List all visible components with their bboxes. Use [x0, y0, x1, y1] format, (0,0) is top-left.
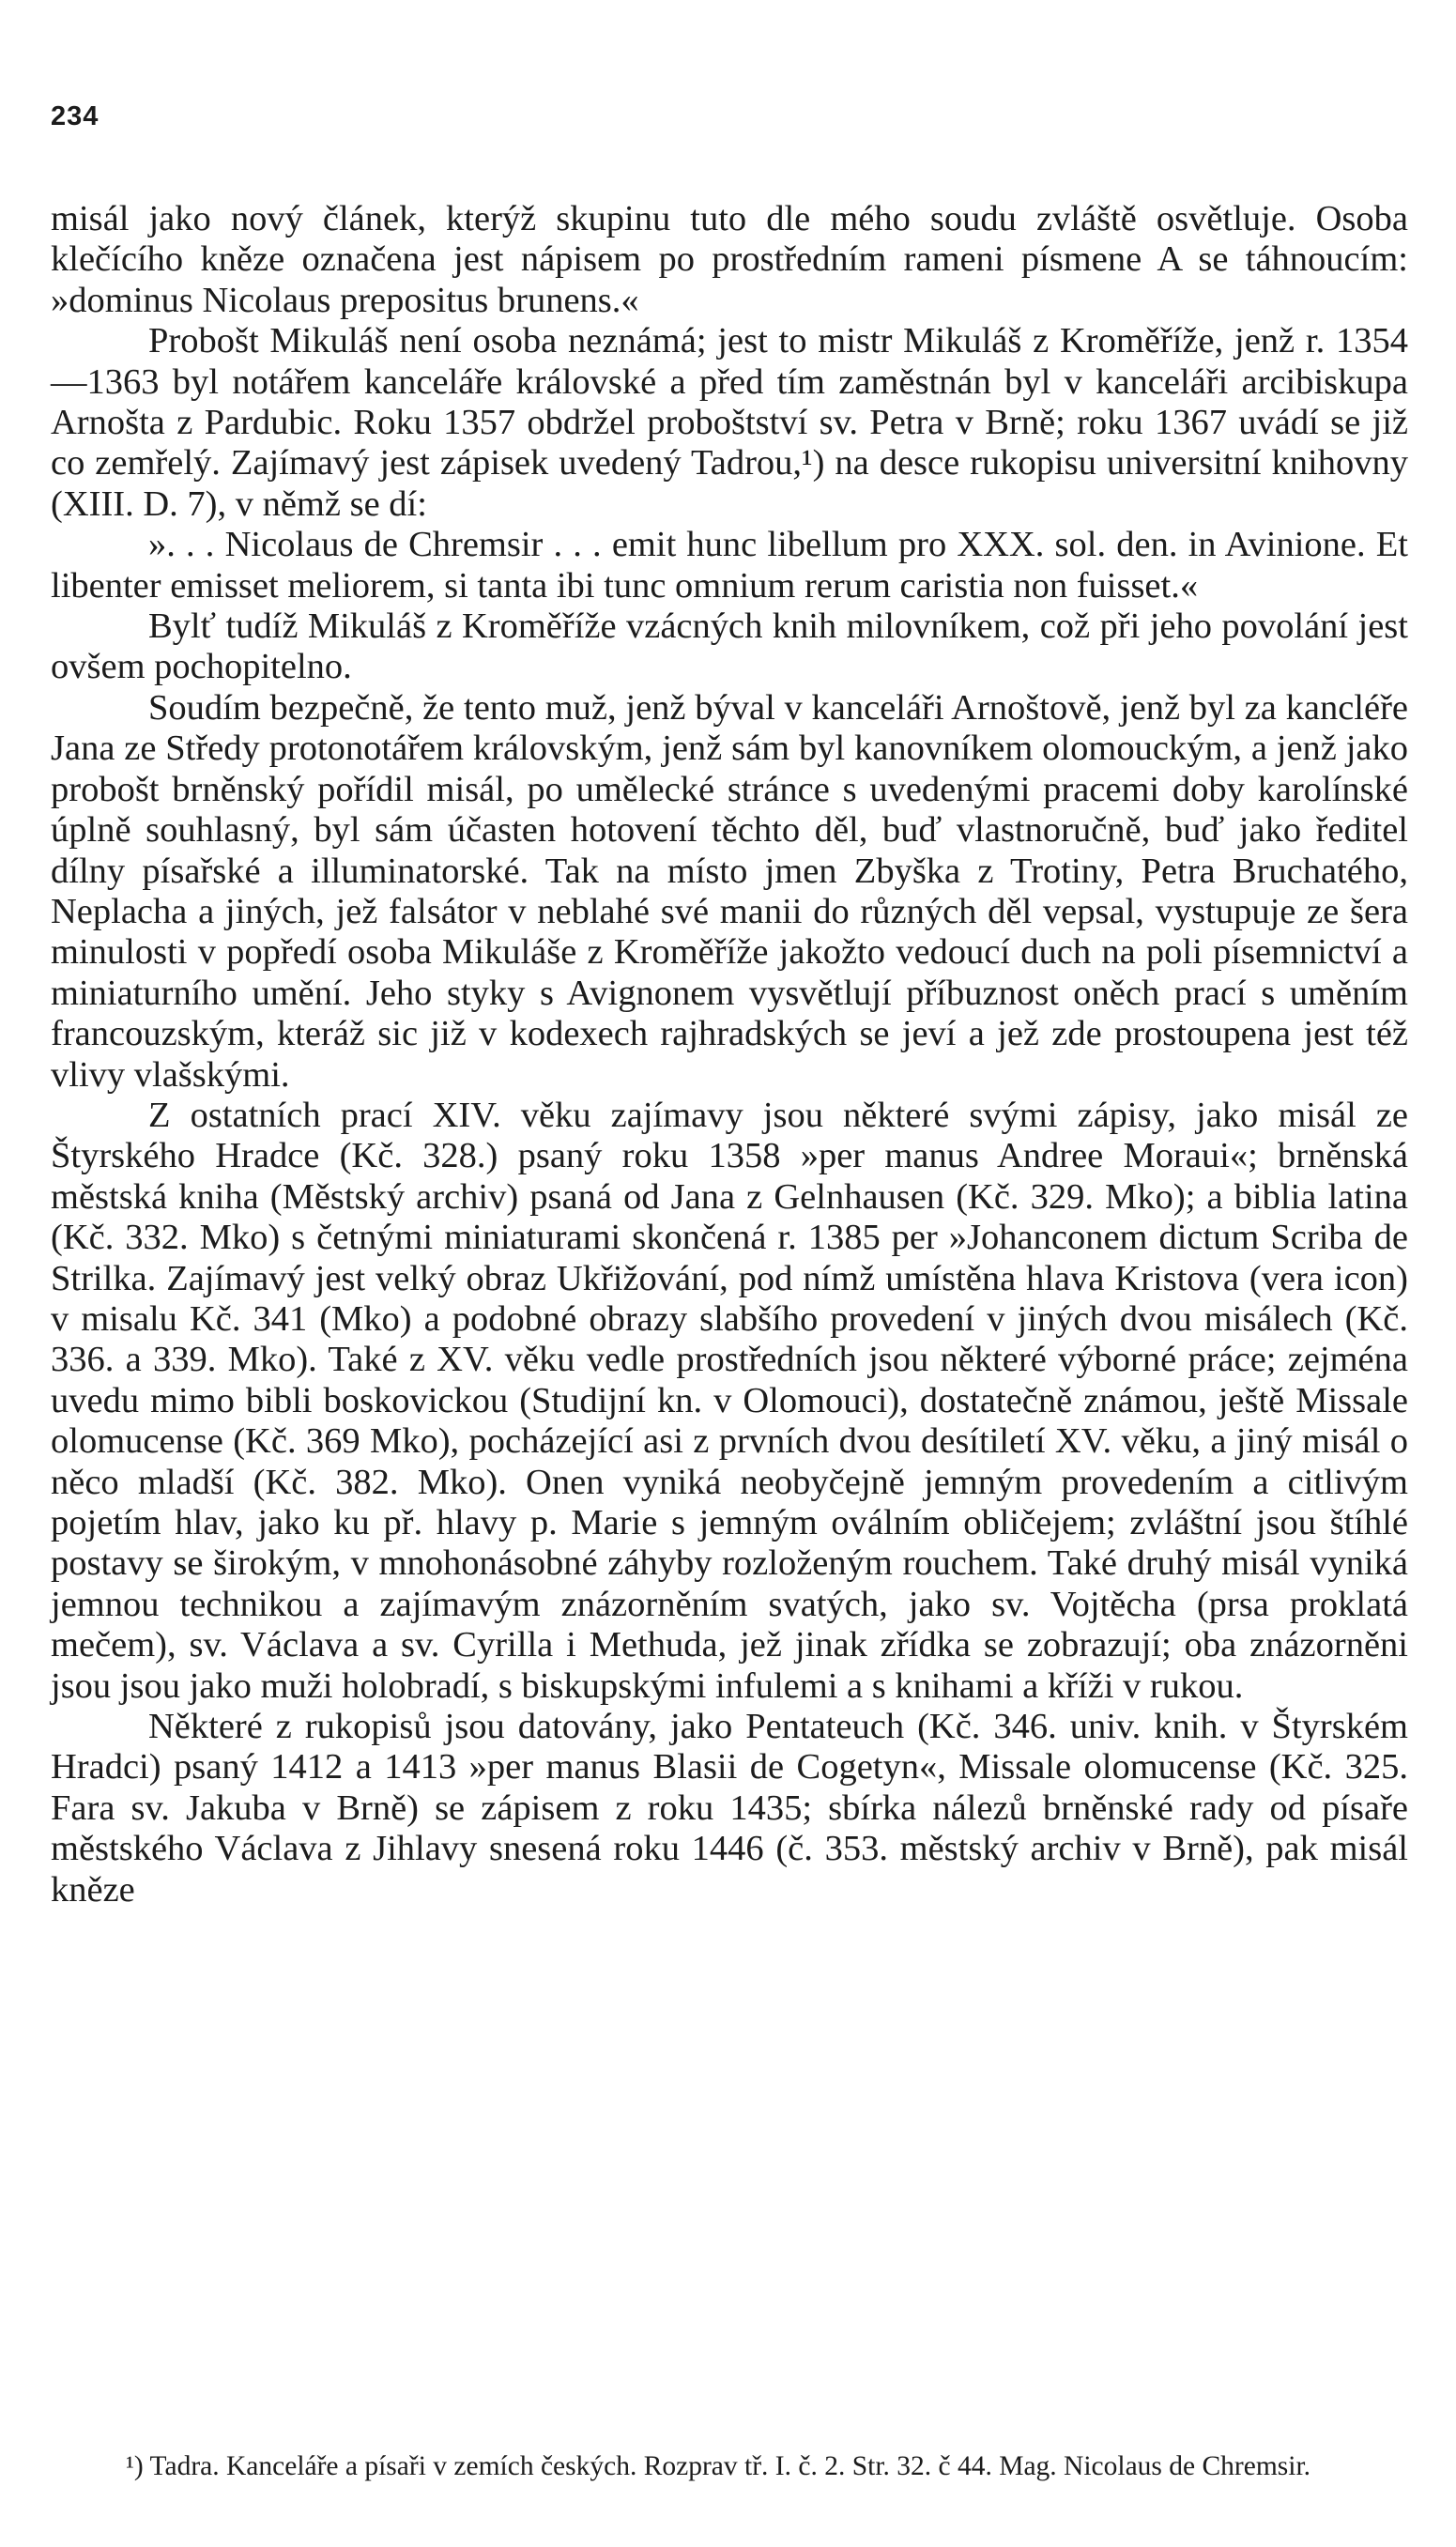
paragraph: Soudím bezpečně, že tento muž, jenž býval v kanceláři Arnoštově, jenž byl za kancléře Jana ze Středy protonotářem královským, jenž sám byl kanovníkem olomouckým, a jenž jako probošt brněnský pořídil misál, po umělecké stránce s uvedenými pracemi doby karolínské úplně souhlasný, byl sám účasten hotovení těchto děl, buď vlastnoručně, buď jako ředitel dílny písařské a illuminatorské. Tak na místo jmen Zbyška z Trotiny, Petra Bruchatého, Neplacha a jiných, jež falsátor v neblahé své manii do různých děl vepsal, vystupuje ze šera minulosti v popředí osoba Mikuláše z Kroměříže jakožto vedoucí duch na poli písemnictví a miniaturního umění. Jeho styky s Avignonem vysvětlují příbuznost oněch prací s uměním francouzským, kteráž sic již v kodexech rajhradských se jeví a jež zde prostoupena jest též vlivy vlašskými. [51, 687, 1408, 1095]
body-text [51, 199, 1408, 1910]
footnotes [51, 2450, 1408, 2482]
footnote: ¹) Tadra. Kanceláře a písaři v zemích českých. Rozprav tř. I. č. 2. Str. 32. č 44. Mag. Nicolaus de Chremsir. [126, 2451, 1311, 2481]
page-number: 234 [51, 101, 100, 131]
paragraph: Bylť tudíž Mikuláš z Kroměříže vzácných knih milovníkem, což při jeho povolání jest ovšem pochopitelno. [51, 606, 1408, 687]
paragraph: Z ostatních prací XIV. věku zajímavy jsou některé svými zápisy, jako misál ze Štyrského Hradce (Kč. 328.) psaný roku 1358 »per manus Andree Moraui«; brněnská městská kniha (Městský archiv) psaná od Jana z Gelnhausen (Kč. 329. Mko); a biblia latina (Kč. 332. Mko) s četnými miniaturami skončená r. 1385 per »Johanconem dictum Scriba de Strilka. Zajímavý jest velký obraz Ukřižování, pod nímž umístěna hlava Kristova (vera icon) v misalu Kč. 341 (Mko) a podobné obrazy slabšího provedení v jiných dvou misálech (Kč. 336. a 339. Mko). Také z XV. věku vedle prostředních jsou některé výborné práce; zejména uvedu mimo bibli boskovickou (Studijní kn. v Olomouci), dostatečně známou, ještě Missale olomucense (Kč. 369 Mko), pocházející asi z prvních dvou desítiletí XV. věku, a jiný misál o něco mladší (Kč. 382. Mko). Onen vyniká neobyčejně jemným provedením a citlivým pojetím hlav, jako ku př. hlavy p. Marie s jemným oválním obličejem; zvláštní jsou štíhlé postavy se širokým, v mnohonásobné záhyby rozloženým rouchem. Také druhý misál vyniká jemnou technikou a zajímavým znázorněním svatých, jako sv. Vojtěcha (prsa proklatá mečem), sv. Václava a sv. Cyrilla i Methuda, jež jinak zřídka se zobrazují; oba znázorněni jsou jsou jako muži holobradí, s biskupskými infulemi a s knihami a kříži v rukou. [51, 1095, 1408, 1706]
quotation: ». . . Nicolaus de Chremsir . . . emit hunc libellum pro XXX. sol. den. in Avinione. Et libenter emisset meliorem, si tanta ibi tunc omnium rerum caristia non fuisset.« [51, 525, 1408, 606]
paragraph: Některé z rukopisů jsou datovány, jako Pentateuch (Kč. 346. univ. knih. v Štyrském Hradci) psaný 1412 a 1413 »per manus Blasii de Cogetyn«, Missale olomucense (Kč. 325. Fara sv. Jakuba v Brně) se zápisem z roku 1435; sbírka nálezů brněnské rady od písaře městského Václava z Jihlavy snesená roku 1446 (č. 353. městský archiv v Brně), pak misál kněze [51, 1707, 1408, 1910]
paragraph: Probošt Mikuláš není osoba neznámá; jest to mistr Mikuláš z Kroměříže, jenž r. 1354—1363 byl notářem kanceláře královské a před tím zaměstnán byl v kanceláři arcibiskupa Arnošta z Pardubic. Roku 1357 obdržel proboštství sv. Petra v Brně; roku 1367 uvádí se již co zemřelý. Zajímavý jest zápisek uvedený Tadrou,¹) na desce rukopisu universitní knihovny (XIII. D. 7), v němž se dí: [51, 321, 1408, 524]
paragraph: misál jako nový článek, kterýž skupinu tuto dle mého soudu zvláště osvětluje. Osoba klečícího kněze označena jest nápisem po prostředním rameni písmene A se táhnoucím: »dominus Nicolaus prepositus brunens.« [51, 199, 1408, 320]
